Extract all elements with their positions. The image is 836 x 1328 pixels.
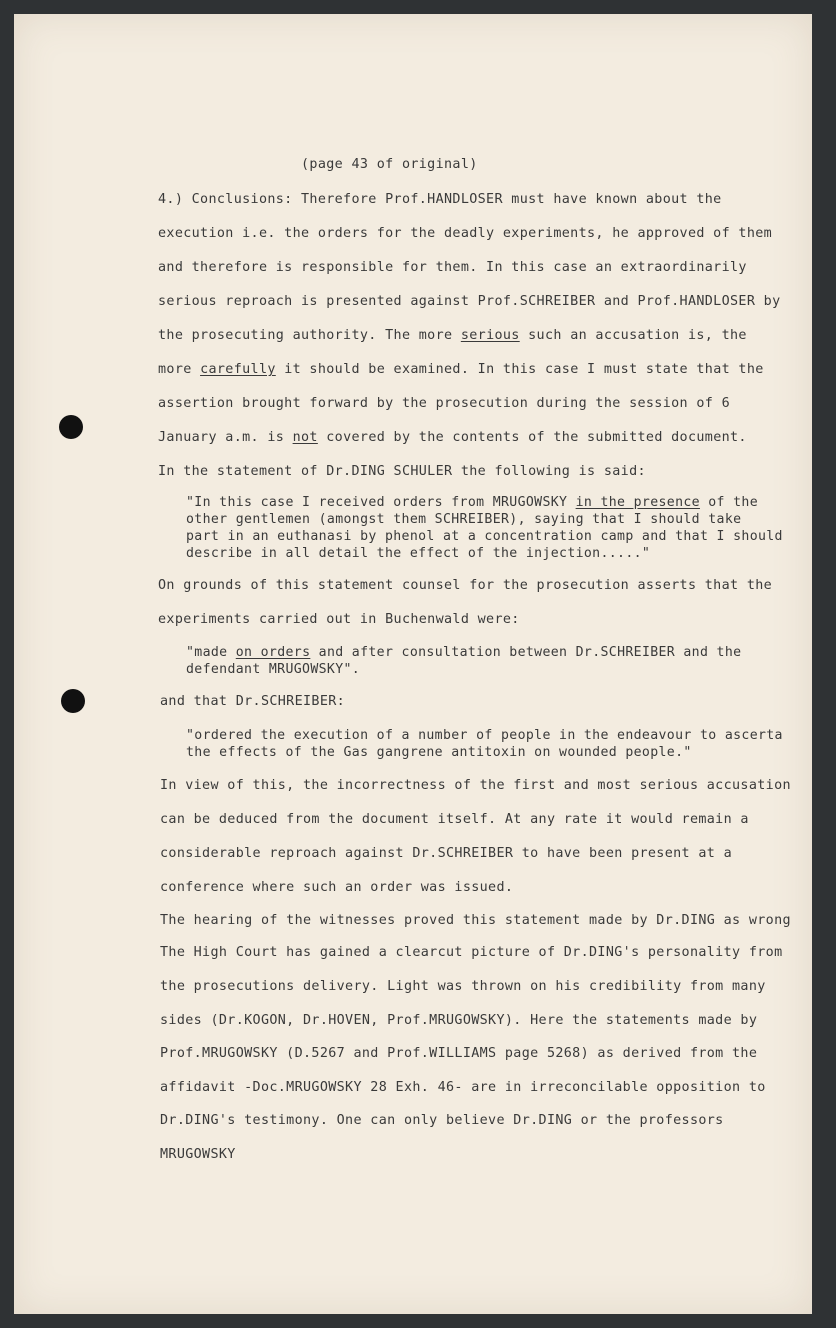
text-line bbox=[158, 362, 764, 377]
text-line: the prosecutions delivery. Light was thrown on his credibility from many bbox=[160, 979, 766, 994]
text-line: 4.) Conclusions: Therefore Prof.HANDLOSER must have known about the bbox=[158, 192, 722, 207]
text-line: can be deduced from the document itself. At any rate it would remain a bbox=[160, 812, 749, 827]
quote-line: defendant MRUGOWSKY". bbox=[186, 662, 361, 677]
text-line: conference where such an order was issued. bbox=[160, 880, 514, 895]
text-line: experiments carried out in Buchenwald were: bbox=[158, 612, 520, 627]
text-line bbox=[158, 430, 747, 445]
text-line: The hearing of the witnesses proved this statement made by Dr.DING as wrong bbox=[160, 913, 791, 928]
underlined-word: carefully bbox=[200, 362, 276, 377]
text-line: In view of this, the incorrectness of the first and most serious accusation bbox=[160, 778, 791, 793]
text-line: On grounds of this statement counsel for the prosecution asserts that the bbox=[158, 578, 773, 593]
text-line: Prof.MRUGOWSKY (D.5267 and Prof.WILLIAMS page 5268) as derived from the bbox=[160, 1046, 758, 1061]
text-line: sides (Dr.KOGON, Dr.HOVEN, Prof.MRUGOWSKY). Here the statements made by bbox=[160, 1013, 758, 1028]
text-segment: and after consultation between Dr.SCHREIBER and the bbox=[310, 645, 742, 660]
quote-line: describe in all detail the effect of the injection....." bbox=[186, 546, 651, 561]
document-page bbox=[14, 14, 812, 1314]
quote-line bbox=[186, 495, 758, 511]
text-segment: covered by the contents of the submitted document. bbox=[317, 430, 747, 445]
text-segment: the prosecuting authority. The more bbox=[158, 328, 461, 343]
text-line: The High Court has gained a clearcut picture of Dr.DING's personality from bbox=[160, 945, 783, 960]
underlined-phrase: in the presence bbox=[575, 495, 700, 510]
text-line: and that Dr.SCHREIBER: bbox=[160, 694, 346, 709]
quote-line: "ordered the execution of a number of people in the endeavour to ascerta bbox=[186, 728, 783, 743]
text-line bbox=[158, 328, 747, 343]
text-segment: such an accusation is, the bbox=[519, 328, 747, 343]
underlined-phrase: on orders bbox=[235, 645, 311, 660]
text-line: serious reproach is presented against Prof.SCHREIBER and Prof.HANDLOSER by bbox=[158, 294, 781, 309]
text-segment: January a.m. is bbox=[158, 430, 293, 445]
text-segment: it should be examined. In this case I must state that the bbox=[275, 362, 764, 377]
text-segment: more bbox=[158, 362, 201, 377]
quote-line: the effects of the Gas gangrene antitoxin on wounded people." bbox=[186, 745, 692, 760]
text-line: considerable reproach against Dr.SCHREIBER to have been present at a bbox=[160, 846, 733, 861]
text-line: Dr.DING's testimony. One can only believe Dr.DING or the professors bbox=[160, 1113, 724, 1128]
text-line: and therefore is responsible for them. In this case an extraordinarily bbox=[158, 260, 747, 275]
quote-line: part in an euthanasi by phenol at a concentration camp and that I should bbox=[186, 529, 783, 544]
page-reference: (page 43 of original) bbox=[301, 157, 478, 172]
punch-hole-top bbox=[59, 415, 83, 439]
quote-line: other gentlemen (amongst them SCHREIBER), saying that I should take bbox=[186, 512, 742, 527]
text-line: affidavit -Doc.MRUGOWSKY 28 Exh. 46- are in irreconcilable opposition to bbox=[160, 1080, 766, 1095]
text-line: execution i.e. the orders for the deadly experiments, he approved of them bbox=[158, 226, 773, 241]
text-segment: "made bbox=[186, 645, 236, 660]
text-line: assertion brought forward by the prosecution during the session of 6 bbox=[158, 396, 731, 411]
text-segment: of the bbox=[699, 495, 758, 510]
punch-hole-bottom bbox=[61, 689, 85, 713]
text-line: MRUGOWSKY bbox=[160, 1147, 236, 1162]
text-line: In the statement of Dr.DING SCHULER the following is said: bbox=[158, 464, 646, 479]
underlined-word: not bbox=[292, 430, 318, 445]
underlined-word: serious bbox=[460, 328, 520, 343]
text-segment: "In this case I received orders from MRUGOWSKY bbox=[186, 495, 576, 510]
quote-line bbox=[186, 645, 741, 661]
